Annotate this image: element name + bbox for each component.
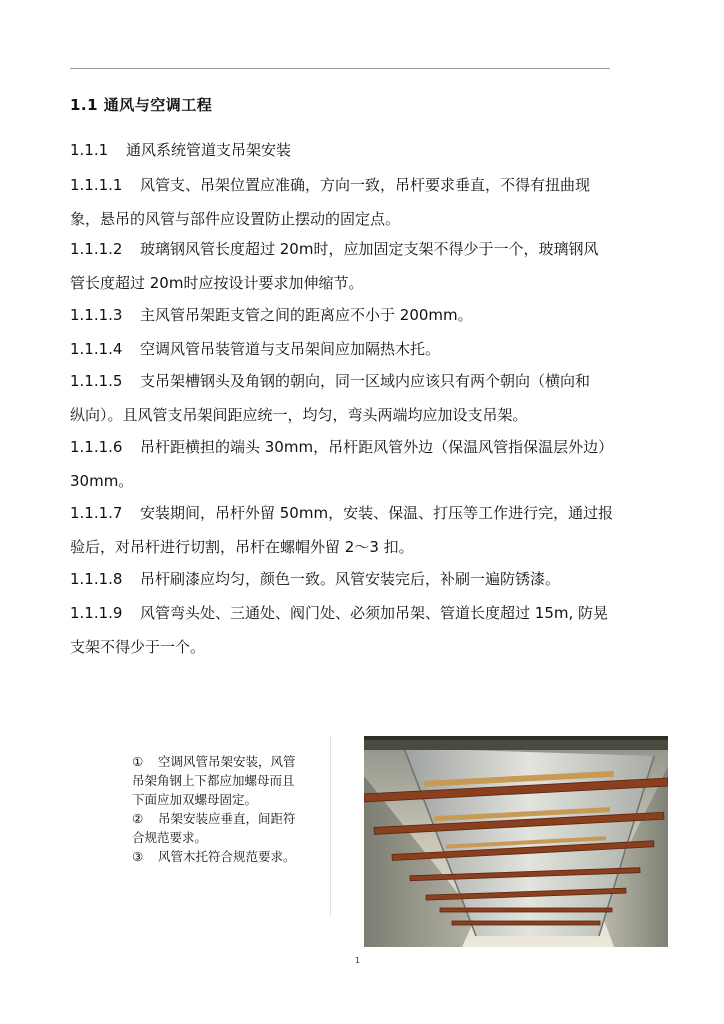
item-number: 1.1.1.7 (70, 504, 123, 522)
item-number: 1.1.1.2 (70, 240, 123, 258)
item-text: 风管支、吊架位置应准确，方向一致，吊杆要求垂直，不得有扭曲现 (140, 176, 591, 194)
item-number: 1.1.1.9 (70, 604, 123, 622)
duct-hanger-photo (364, 736, 668, 947)
item-text: 吊杆刷漆应均匀，颜色一致。风管安装完后，补刷一遍防锈漆。 (140, 570, 561, 588)
item-paragraph (70, 232, 660, 300)
item-number: 1.1.1.6 (70, 438, 123, 456)
item-text: 支吊架槽钢头及角钢的朝向，同一区域内应该只有两个朝向（横向和 (140, 372, 591, 390)
item-text: 风管弯头处、三通处、阀门处、必须加吊架、管道长度超过 15m, 防晃 (140, 604, 609, 622)
item-number: 1.1.1.3 (70, 306, 123, 324)
caption-text: 吊架角钢上下都应加螺母而且 (132, 773, 295, 788)
item-text: 玻璃钢风管长度超过 20m时，应加固定支架不得少于一个，玻璃钢风 (140, 240, 599, 258)
item-paragraph (70, 298, 660, 332)
item-text: 管长度超过 20m时应按设计要求加伸缩节。 (70, 274, 364, 292)
item-text: 支架不得少于一个。 (70, 638, 206, 656)
item-paragraph (70, 496, 660, 564)
item-text: 安装期间，吊杆外留 50mm，安装、保温、打压等工作进行完，通过报 (140, 504, 614, 522)
caption-text: 吊架安装应垂直，间距符 (158, 811, 296, 826)
item-text: 吊杆距横担的端头 30mm，吊杆距风管外边（保温风管指保温层外边） (140, 438, 614, 456)
caption-marker: ③ (132, 849, 144, 864)
item-text: 30mm。 (70, 472, 134, 490)
item-text: 主风管吊架距支管之间的距离应不小于 200mm。 (140, 306, 473, 324)
item-number: 1.1.1.1 (70, 176, 123, 194)
caption-text: 合规范要求。 (132, 830, 208, 845)
subsection-heading (70, 139, 291, 160)
item-paragraph (70, 430, 660, 498)
caption-text: 风管木托符合规范要求。 (158, 849, 296, 864)
section-title: 1.1 通风与空调工程 (70, 96, 213, 114)
caption-text: 空调风管吊架安装，风管 (158, 754, 296, 769)
item-paragraph (70, 562, 660, 596)
item-text: 象，悬吊的风管与部件应设置防止摆动的固定点。 (70, 210, 401, 228)
item-paragraph (70, 596, 660, 664)
page-number: 1 (355, 956, 361, 965)
item-paragraph (70, 168, 660, 236)
item-paragraph (70, 364, 660, 432)
subsection-number: 1.1.1 (70, 141, 109, 159)
item-text: 空调风管吊装管道与支吊架间应加隔热木托。 (140, 340, 441, 358)
item-text: 纵向）。且风管支吊架间距应统一，均匀，弯头两端均应加设支吊架。 (70, 406, 528, 424)
item-number: 1.1.1.5 (70, 372, 123, 390)
caption-text: 下面应加双螺母固定。 (132, 792, 258, 807)
item-text: 验后，对吊杆进行切割，吊杆在螺帽外留 2～3 扣。 (70, 538, 414, 556)
caption-marker: ② (132, 811, 144, 826)
subsection-title: 通风系统管道支吊架安装 (126, 141, 292, 159)
photo-caption (132, 752, 320, 866)
item-number: 1.1.1.4 (70, 340, 123, 358)
caption-divider (330, 735, 331, 917)
item-number: 1.1.1.8 (70, 570, 123, 588)
item-paragraph (70, 332, 660, 366)
header-rule (70, 68, 610, 69)
caption-marker: ① (132, 754, 144, 769)
